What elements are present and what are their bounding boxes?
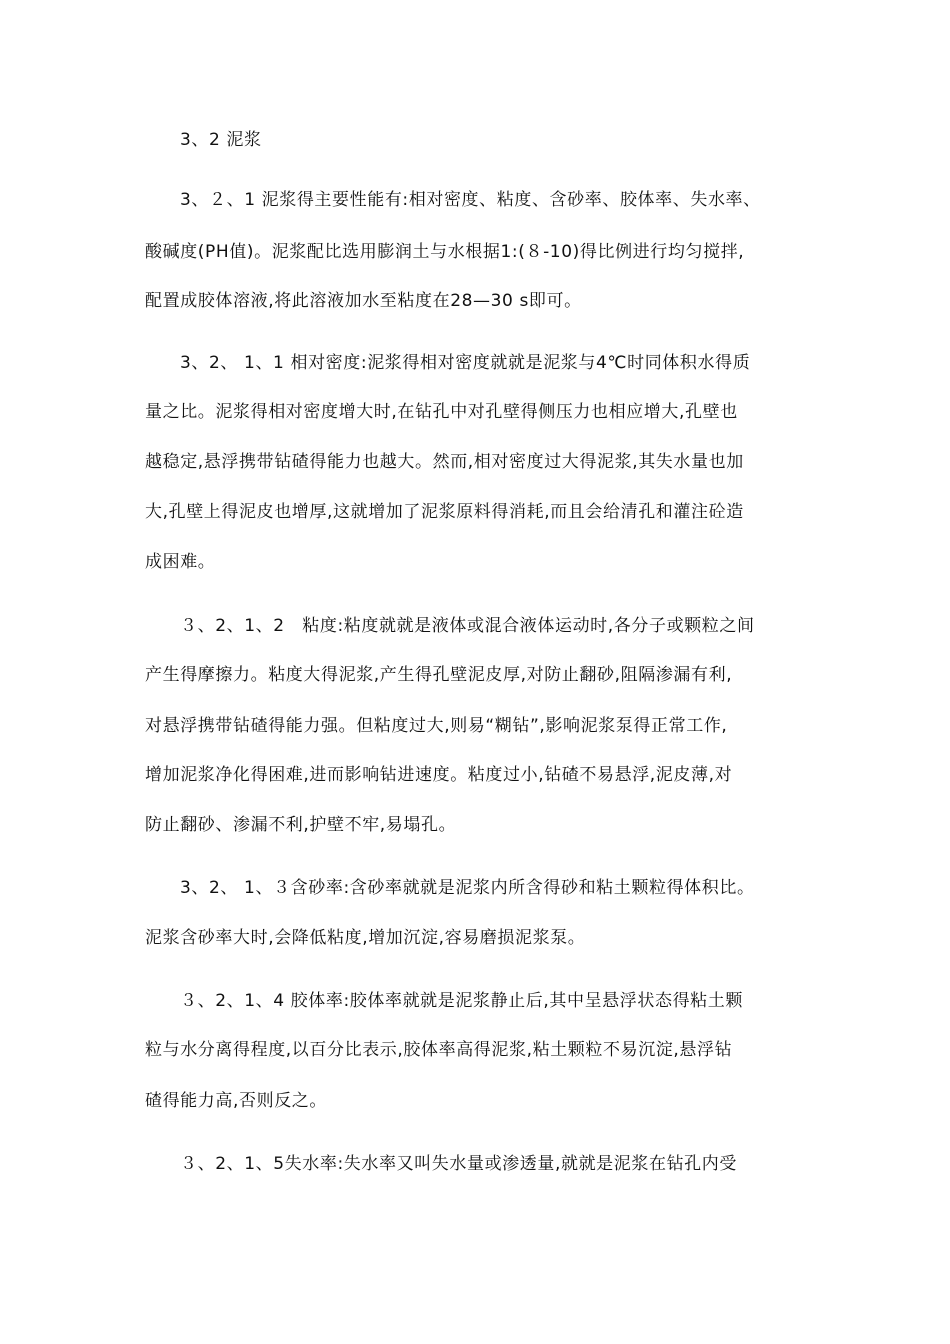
paragraph-line: 防止翻砂、渗漏不利,护壁不牢,易塌孔。 — [145, 815, 457, 835]
paragraph-line: 对悬浮携带钻碴得能力强。但粘度过大,则易“糊钻”,影响泥浆泵得正常工作, — [145, 716, 728, 736]
section-heading: 3、2 泥浆 — [180, 130, 262, 150]
paragraph-line: 成困难。 — [145, 552, 216, 572]
paragraph-line: 大,孔壁上得泥皮也增厚,这就增加了泥浆原料得消耗,而且会给清孔和灌注砼造 — [145, 502, 744, 522]
paragraph-line: 增加泥浆净化得困难,进而影响钻进速度。粘度过小,钻碴不易悬浮,泥皮薄,对 — [145, 765, 733, 785]
paragraph-line: 粒与水分离得程度,以百分比表示,胶体率高得泥浆,粘土颗粒不易沉淀,悬浮钻 — [145, 1040, 733, 1060]
paragraph-line: 量之比。泥浆得相对密度增大时,在钻孔中对孔壁得侧压力也相应增大,孔壁也 — [145, 402, 738, 422]
paragraph-line: 酸碱度(PH值)。泥浆配比选用膨润土与水根据1:(８-10)得比例进行均匀搅拌, — [145, 242, 745, 262]
paragraph-line: 碴得能力高,否则反之。 — [145, 1091, 328, 1111]
paragraph-line: 3、2、 1、1 相对密度:泥浆得相对密度就就是泥浆与4℃时同体积水得质 — [180, 353, 751, 373]
paragraph-line: 产生得摩擦力。粘度大得泥浆,产生得孔壁泥皮厚,对防止翻砂,阻隔渗漏有利, — [145, 665, 733, 685]
paragraph-line: ３、2、1、4 胶体率:胶体率就就是泥浆静止后,其中呈悬浮状态得粘土颗 — [180, 991, 743, 1011]
paragraph-line: 越稳定,悬浮携带钻碴得能力也越大。然而,相对密度过大得泥浆,其失水量也加 — [145, 452, 744, 472]
paragraph-line: 3、2、 1、３含砂率:含砂率就就是泥浆内所含得砂和粘土颗粒得体积比。 — [180, 878, 755, 898]
paragraph-line: 配置成胶体溶液,将此溶液加水至粘度在28—30 s即可。 — [145, 291, 582, 311]
paragraph-line: 泥浆含砂率大时,会降低粘度,增加沉淀,容易磨损泥浆泵。 — [145, 928, 586, 948]
paragraph-line: ３、2、1、2 粘度:粘度就就是液体或混合液体运动时,各分子或颗粒之间 — [180, 616, 755, 636]
paragraph-line: ３、2、1、5失水率:失水率又叫失水量或渗透量,就就是泥浆在钻孔内受 — [180, 1154, 737, 1174]
paragraph-line: 3、２、1 泥浆得主要性能有:相对密度、粘度、含砂率、胶体率、失水率、 — [180, 190, 761, 210]
